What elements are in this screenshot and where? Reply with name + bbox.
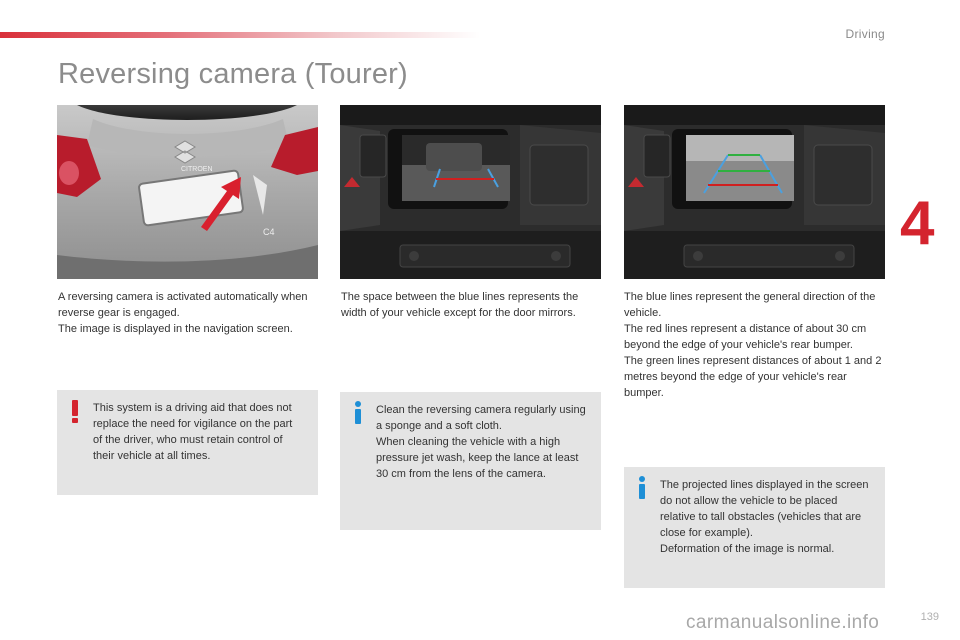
car-rear-photo	[57, 105, 318, 279]
info-note-projected-lines	[624, 467, 885, 588]
watermark: carmanualsonline.info	[686, 612, 880, 633]
exclamation-icon	[67, 398, 83, 429]
info-note-cleaning	[340, 392, 601, 530]
column-3-text	[624, 289, 886, 401]
column-1-text	[58, 289, 320, 337]
page-title: Reversing camera (Tourer)	[58, 58, 408, 90]
warning-note-text: This system is a driving aid that does not replace the need for vigilance on the part of the driver, who must retain control of their vehicle at all times.	[93, 402, 293, 462]
info-icon	[350, 400, 366, 431]
info-icon	[634, 475, 650, 506]
navigation-screen-photo-1	[340, 105, 601, 279]
paragraph: The red lines represent a distance of about 30 cm beyond the edge of your vehicle's rear bumper.	[624, 323, 867, 351]
paragraph: Deformation of the image is normal.	[660, 543, 835, 555]
paragraph: The image is displayed in the navigation screen.	[58, 323, 293, 335]
svg-text:CITROEN: CITROEN	[181, 166, 213, 173]
section-label: Driving	[845, 27, 885, 41]
paragraph: When cleaning the vehicle with a high pressure jet wash, keep the lance at least 30 cm from the lens of the camera.	[376, 436, 579, 480]
paragraph: A reversing camera is activated automatically when reverse gear is engaged.	[58, 291, 308, 319]
paragraph: The projected lines displayed in the screen do not allow the vehicle to be placed relative to tall obstacles (vehicles that are close for example).	[660, 479, 869, 539]
header-accent-bar	[0, 32, 480, 38]
info-note-text	[376, 402, 587, 482]
column-2-text	[341, 289, 603, 321]
chapter-number: 4	[900, 189, 935, 258]
svg-text:C4: C4	[263, 227, 275, 237]
navigation-screen-photo-2	[624, 105, 885, 279]
paragraph: The space between the blue lines represents the width of your vehicle except for the door mirrors.	[341, 291, 579, 319]
paragraph: The green lines represent distances of about 1 and 2 metres beyond the edge of your vehicle's rear bumper.	[624, 355, 882, 399]
info-note-text	[660, 477, 871, 557]
paragraph: The blue lines represent the general direction of the vehicle.	[624, 291, 876, 319]
page-number: 139	[920, 611, 939, 623]
warning-note	[57, 390, 318, 495]
paragraph: Clean the reversing camera regularly using a sponge and a soft cloth.	[376, 404, 586, 432]
